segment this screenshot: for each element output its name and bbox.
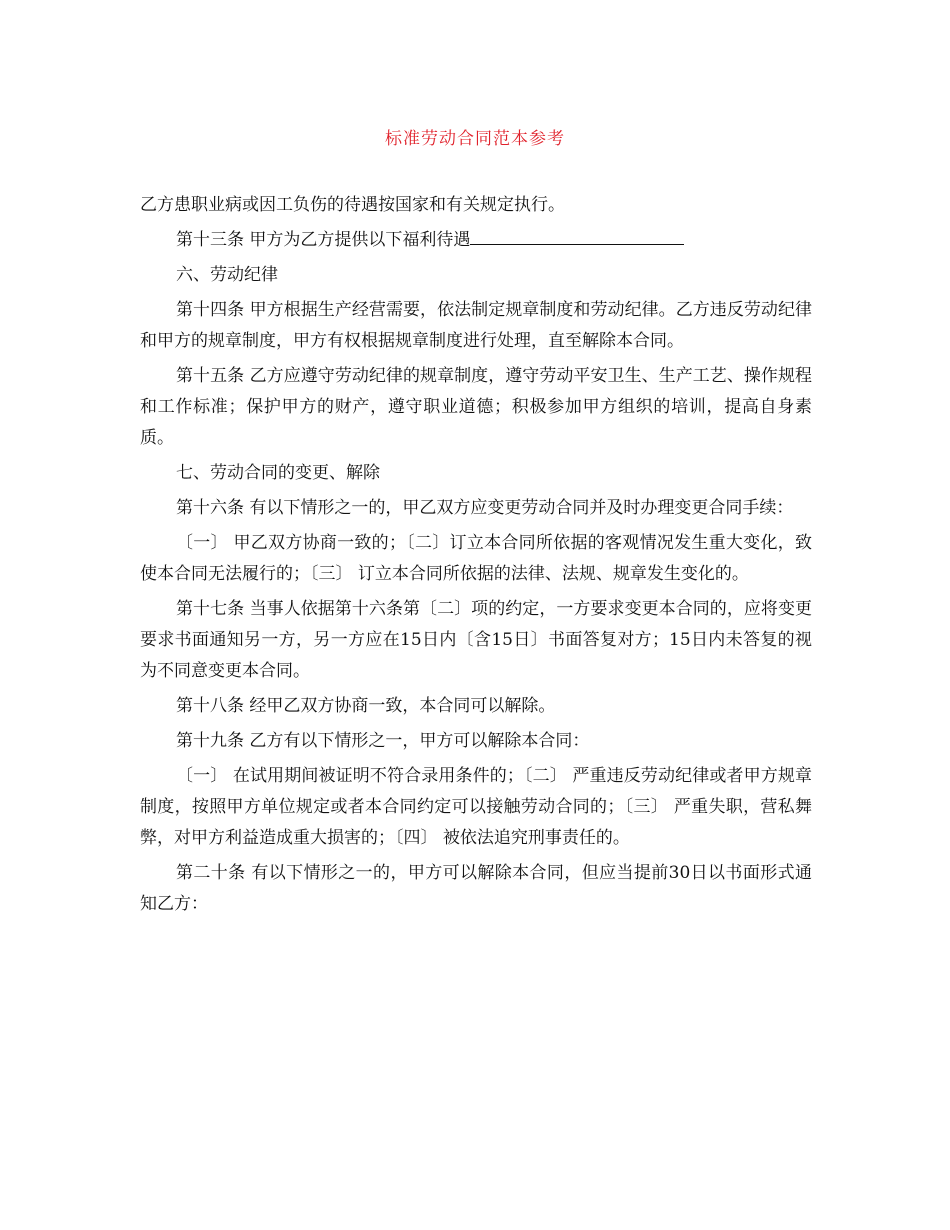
paragraph-article-20: 第二十条 有以下情形之一的，甲方可以解除本合同，但应当提前30日以书面形式通知乙方： [140, 863, 812, 914]
paragraph-article-13 [140, 225, 812, 256]
paragraph-article-16-items: 〔一〕 甲乙双方协商一致的；〔二〕订立本合同所依据的客观情况发生重大变化，致使本合同无法履行的；〔三〕 订立本合同所依据的法律、法规、规章发生变化的。 [140, 533, 812, 584]
paragraph-occupational-disease: 乙方患职业病或因工负伤的待遇按国家和有关规定执行。 [140, 195, 565, 215]
paragraph-article-17: 第十七条 当事人依据第十六条第〔二〕项的约定，一方要求变更本合同的，应将变更要求书面通知另一方，另一方应在15日内〔含15日〕书面答复对方；15日内未答复的视为不同意变更本合同。 [140, 599, 812, 681]
welfare-blank-field [470, 226, 684, 245]
document-body [140, 190, 812, 924]
section-heading-labor-discipline: 六、劳动纪律 [176, 265, 278, 285]
paragraph-article-16: 第十六条 有以下情形之一的，甲乙双方应变更劳动合同并及时办理变更合同手续： [176, 498, 794, 518]
paragraph-article-15: 第十五条 乙方应遵守劳动纪律的规章制度，遵守劳动平安卫生、生产工艺、操作规程和工作标准；保护甲方的财产，遵守职业道德；积极参加甲方组织的培训，提高自身素质。 [140, 366, 812, 448]
section-heading-contract-change: 七、劳动合同的变更、解除 [176, 463, 380, 483]
document-title: 标准劳动合同范本参考 [385, 129, 565, 149]
article-13-text: 第十三条 甲方为乙方提供以下福利待遇 [176, 230, 471, 250]
paragraph-article-18: 第十八条 经甲乙双方协商一致，本合同可以解除。 [176, 696, 556, 716]
paragraph-article-19: 第十九条 乙方有以下情形之一，甲方可以解除本合同： [176, 731, 590, 751]
paragraph-article-19-items: 〔一〕 在试用期间被证明不符合录用条件的；〔二〕 严重违反劳动纪律或者甲方规章制度，按照甲方单位规定或者本合同约定可以接触劳动合同的；〔三〕 严重失职，营私舞弊，对甲方利益造成重大损害的；〔四〕 被依法追究刑事责任的。 [140, 766, 812, 848]
paragraph-article-14: 第十四条 甲方根据生产经营需要，依法制定规章制度和劳动纪律。乙方违反劳动纪律和甲方的规章制度，甲方有权根据规章制度进行处理，直至解除本合同。 [140, 300, 812, 351]
